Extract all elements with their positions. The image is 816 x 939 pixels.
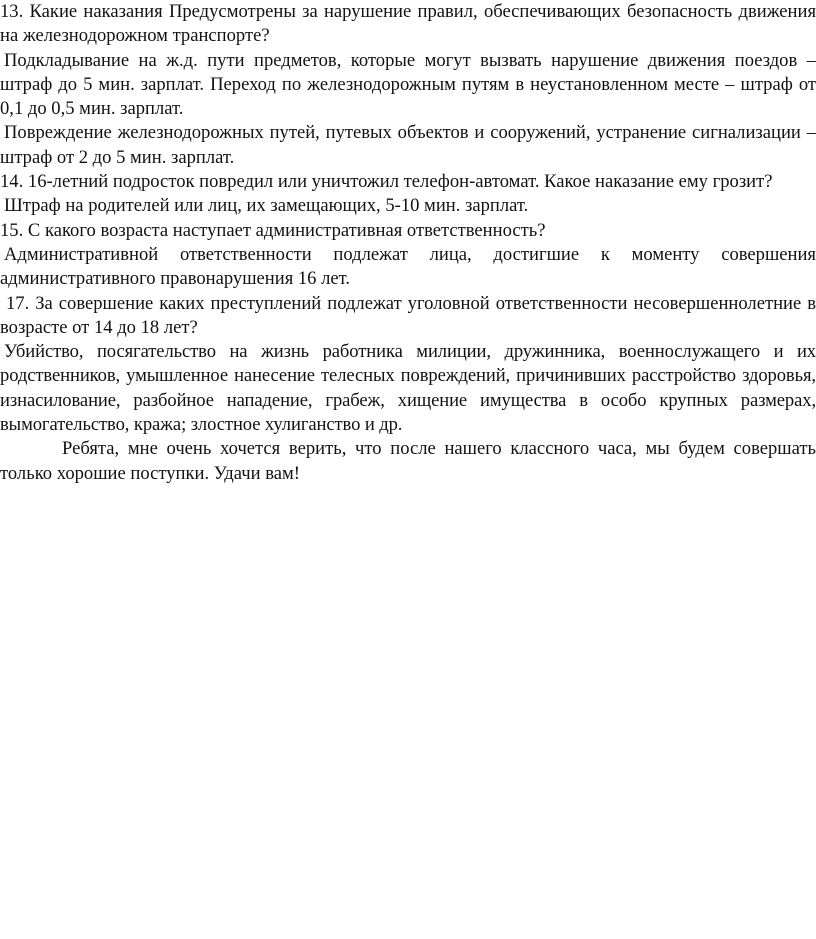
question-15: 15. С какого возраста наступает административная ответственность? — [0, 219, 546, 241]
answer-13-part-1: Подкладывание на ж.д. пути предметов, которые могут вызвать нарушение движения поездов – штраф до 5 мин. зарплат. Переход по железнодорожным путям в неустановленном месте – штраф от 0,1 до 0,5 мин. зарплат. — [0, 49, 816, 120]
answer-13-part-2: Повреждение железнодорожных путей, путевых объектов и сооружений, устранение сигнализации – штраф от 2 до 5 мин. зарплат. — [0, 122, 816, 168]
closing-paragraph: Ребята, мне очень хочется верить, что после нашего классного часа, мы будем совершать только хорошие поступки. Удачи вам! — [0, 438, 816, 484]
answer-17: Убийство, посягательство на жизнь работника милиции, дружинника, военнослужащего и их родственников, умышленное нанесение телесных повреждений, причинивших расстройство здоровья, изнасилование, разбойное нападение, грабеж, хищение имущества в особо крупных размерах, вымогательство, кража; злостное хулиганство и др. — [0, 341, 816, 436]
answer-14: Штраф на родителей или лиц, их замещающих, 5-10 мин. зарплат. — [4, 195, 529, 217]
question-17: 17. За совершение каких преступлений подлежат уголовной ответственности несовершеннолетние в возрасте от 14 до 18 лет? — [0, 292, 816, 338]
answer-15: Административной ответственности подлежат лица, достигшие к моменту совершения административного правонарушения 16 лет. — [0, 243, 816, 290]
question-13: 13. Какие наказания Предусмотрены за нарушение правил, обеспечивающих безопасность движения на железнодорожном транспорте? — [0, 1, 816, 47]
question-14: 14. 16-летний подросток повредил или уничтожил телефон-автомат. Какое наказание ему грозит? — [0, 171, 773, 193]
